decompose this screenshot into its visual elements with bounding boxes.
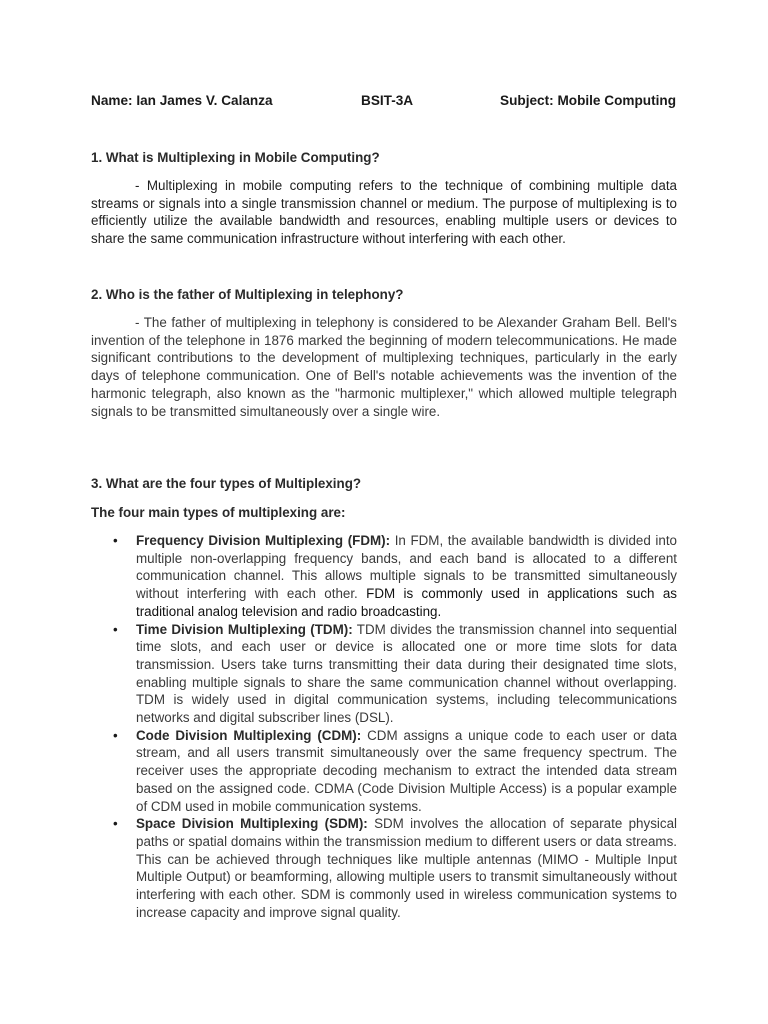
list-item-fdm bbox=[91, 532, 677, 621]
sdm-term: Space Division Multiplexing (SDM): bbox=[136, 816, 368, 832]
list-item-cdm bbox=[91, 727, 677, 816]
fdm-term: Frequency Division Multiplexing (FDM): bbox=[136, 533, 391, 548]
question-1: 1. What is Multiplexing in Mobile Computing? bbox=[91, 150, 380, 165]
question-2: 2. Who is the father of Multiplexing in telephony? bbox=[91, 287, 404, 302]
student-section: BSIT-3A bbox=[361, 93, 414, 108]
bullet-icon: • bbox=[113, 727, 118, 743]
cdm-description: CDM assigns a unique code to each user or data stream, and all users transmit simultaneously over the same frequency spectrum. The receiver uses the appropriate decoding mechanism to extract the intended data stream based on the assigned code. CDMA (Code Division Multiple Access) is a popular example of CDM used in mobile communication systems. bbox=[136, 727, 677, 814]
bullet-icon: • bbox=[113, 816, 118, 832]
sdm-description: SDM involves the allocation of separate physical paths or spatial domains within the transmission medium to different users or data streams. This can be achieved through techniques like multiple antennas (MIMO - Multiple Input Multiple Output) or beamforming, allowing multiple users to transmit simultaneously without interfering with each other. SDM is commonly used in wireless communication systems to increase capacity and improve signal quality. bbox=[136, 816, 677, 920]
student-name: Name: Ian James V. Calanza bbox=[91, 93, 273, 108]
tdm-description: TDM divides the transmission channel into sequential time slots, and each user or device is allocated one or more time slots for data transmission. Users take turns transmitting their data during their designated time slots, enabling multiple signals to share the same communication channel without overlapping. TDM is widely used in digital communication systems, including telecommunications networks and digital subscriber lines (DSL). bbox=[136, 621, 677, 726]
tdm-term: Time Division Multiplexing (TDM): bbox=[136, 621, 353, 637]
subject-label: Subject: Mobile Computing bbox=[500, 93, 676, 108]
answer-2: - The father of multiplexing in telephony is considered to be Alexander Graham Bell. Bell's invention of the telephone in 1876 marked the beginning of modern telecommunications. He made significant contributions to the development of multiplexing techniques, particularly in the early days of telephone communication. One of Bell's notable achievements was the invention of the harmonic telegraph, also known as the "harmonic multiplexer," which allowed multiple telegraph signals to be transmitted simultaneously over a single wire. bbox=[91, 315, 677, 419]
list-item-tdm bbox=[91, 621, 677, 727]
question-3: 3. What are the four types of Multiplexing? bbox=[91, 476, 362, 491]
fdm-usage: FDM is commonly used in applications such as traditional analog television and radio broadcasting. bbox=[136, 586, 677, 619]
list-item-sdm bbox=[91, 815, 677, 921]
bullet-icon: • bbox=[113, 621, 118, 637]
bullet-icon: • bbox=[113, 533, 118, 548]
answer-1: - Multiplexing in mobile computing refers to the technique of combining multiple data streams or signals into a single transmission channel or medium. The purpose of multiplexing is to efficiently utilize the available bandwidth and resources, enabling multiple users or devices to share the same communication infrastructure without interfering with each other. bbox=[91, 178, 677, 247]
multiplexing-types-list bbox=[91, 532, 677, 921]
cdm-term: Code Division Multiplexing (CDM): bbox=[136, 727, 362, 743]
types-intro: The four main types of multiplexing are: bbox=[91, 505, 346, 520]
fdm-description: In FDM, the available bandwidth is divided into multiple non-overlapping frequency bands, and each band is allocated to a different communication channel. This allows multiple signals to be transmitted simultaneously without interfering with each other. bbox=[136, 533, 677, 602]
document-header bbox=[91, 92, 676, 110]
